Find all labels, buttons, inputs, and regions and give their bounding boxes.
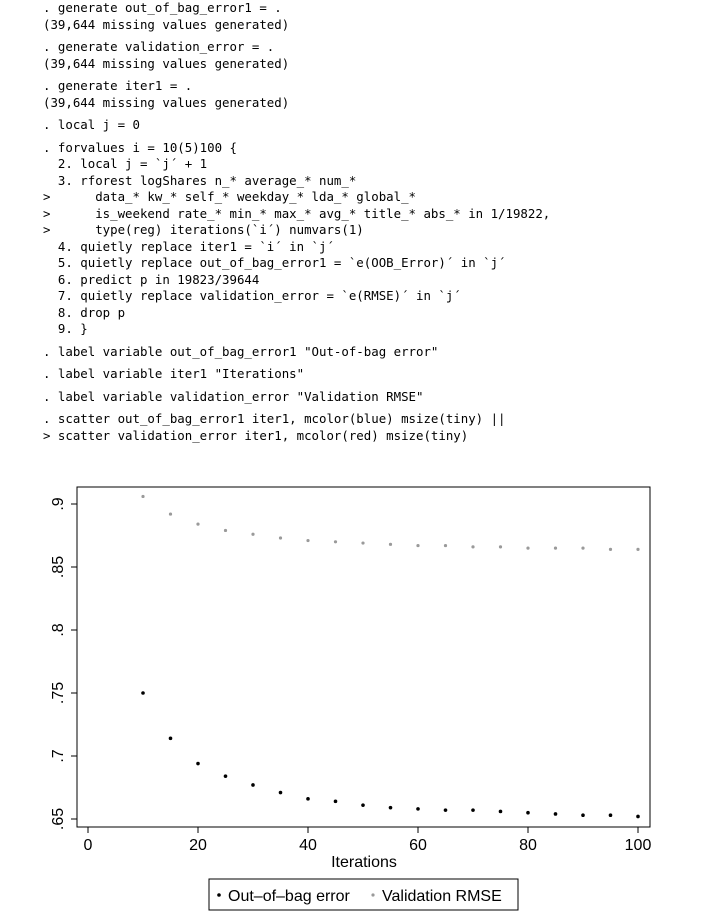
point-validation-rmse <box>141 495 144 498</box>
scatter-chart <box>0 470 716 915</box>
log-line: > scatter validation_error iter1, mcolor(red) msize(tiny) <box>43 427 469 443</box>
point-validation-rmse <box>334 540 337 543</box>
x-tick-label: 20 <box>189 837 207 854</box>
y-tick-label: .7 <box>50 749 67 763</box>
log-line: 9. } <box>43 321 88 336</box>
x-tick-label: 100 <box>624 837 652 854</box>
legend-label-out-of-bag-error: Out–of–bag error <box>228 888 350 905</box>
y-tick-label: .65 <box>50 807 67 831</box>
log-line: . forvalues i = 10(5)100 { <box>43 139 237 155</box>
point-out-of-bag-error <box>609 813 613 817</box>
point-validation-rmse <box>416 544 419 547</box>
point-validation-rmse <box>636 548 639 551</box>
point-out-of-bag-error <box>444 808 448 812</box>
point-out-of-bag-error <box>279 791 283 795</box>
point-validation-rmse <box>389 543 392 546</box>
stata-log <box>43 0 703 444</box>
point-out-of-bag-error <box>224 774 228 778</box>
y-tick-label: .85 <box>50 555 67 579</box>
log-line: > type(reg) iterations(`i´) numvars(1) <box>43 222 364 237</box>
log-line: > data_* kw_* self_* weekday_* lda_* global_* <box>43 189 416 204</box>
log-line: 7. quietly replace validation_error = `e(RMSE)´ in `j´ <box>43 288 461 303</box>
point-validation-rmse <box>471 545 474 548</box>
point-out-of-bag-error <box>526 811 530 815</box>
log-line: (39,644 missing values generated) <box>43 16 290 32</box>
point-out-of-bag-error <box>361 803 365 807</box>
log-line: > is_weekend rate_* min_* max_* avg_* title_* abs_* in 1/19822, <box>43 205 551 221</box>
point-validation-rmse <box>554 547 557 550</box>
log-line: 3. rforest logShares n_* average_* num_* <box>43 172 357 188</box>
point-out-of-bag-error <box>499 810 503 814</box>
legend-marker-out-of-bag-error <box>217 893 221 897</box>
point-out-of-bag-error <box>471 808 475 812</box>
x-tick-label: 80 <box>519 837 537 854</box>
log-line: . label variable out_of_bag_error1 "Out-of-bag error" <box>43 343 439 359</box>
legend-marker-validation-rmse <box>371 893 374 896</box>
point-validation-rmse <box>361 541 364 544</box>
log-line: (39,644 missing values generated) <box>43 94 290 110</box>
point-validation-rmse <box>306 539 309 542</box>
log-line: . scatter out_of_bag_error1 iter1, mcolor(blue) msize(tiny) || <box>43 411 506 426</box>
log-line: . generate iter1 = . <box>43 78 193 93</box>
legend <box>209 879 518 910</box>
log-line: . generate validation_error = . <box>43 39 275 54</box>
log-line: 4. quietly replace iter1 = `i´ in `j´ <box>43 238 334 254</box>
point-out-of-bag-error <box>196 762 200 766</box>
y-tick-label: .75 <box>50 681 67 705</box>
point-validation-rmse <box>169 512 172 515</box>
log-line: 2. local j = `j´ + 1 <box>43 156 208 171</box>
plot-region <box>77 487 650 827</box>
x-tick-label: 60 <box>409 837 427 854</box>
point-validation-rmse <box>251 533 254 536</box>
log-line: (39,644 missing values generated) <box>43 55 290 71</box>
point-validation-rmse <box>499 545 502 548</box>
log-line: . generate out_of_bag_error1 = . <box>43 0 282 15</box>
point-validation-rmse <box>279 536 282 539</box>
x-axis <box>84 827 652 854</box>
point-out-of-bag-error <box>306 797 310 801</box>
point-validation-rmse <box>526 547 529 550</box>
log-line: 8. drop p <box>43 304 126 320</box>
log-line: . label variable validation_error "Validation RMSE" <box>43 388 424 404</box>
point-out-of-bag-error <box>554 812 558 816</box>
x-tick-label: 0 <box>83 837 93 854</box>
point-out-of-bag-error <box>389 806 393 810</box>
y-axis <box>50 497 77 830</box>
point-validation-rmse <box>196 523 199 526</box>
point-out-of-bag-error <box>581 813 585 817</box>
x-tick-label: 40 <box>299 837 317 854</box>
log-line: . local j = 0 <box>43 117 140 132</box>
x-axis-label: Iterations <box>331 854 397 871</box>
point-out-of-bag-error <box>334 800 338 804</box>
point-validation-rmse <box>444 544 447 547</box>
point-validation-rmse <box>581 547 584 550</box>
point-out-of-bag-error <box>169 737 173 741</box>
y-tick-label: .8 <box>50 623 67 637</box>
y-tick-label: .9 <box>50 497 67 511</box>
point-validation-rmse <box>609 548 612 551</box>
point-out-of-bag-error <box>636 815 640 819</box>
point-out-of-bag-error <box>251 783 255 787</box>
point-out-of-bag-error <box>416 807 420 811</box>
log-line: 5. quietly replace out_of_bag_error1 = `e(OOB_Error)´ in `j´ <box>43 255 506 270</box>
legend-label-validation-rmse: Validation RMSE <box>382 888 502 905</box>
log-line: 6. predict p in 19823/39644 <box>43 271 260 287</box>
chart-marks <box>141 495 640 818</box>
point-validation-rmse <box>224 529 227 532</box>
point-out-of-bag-error <box>141 691 145 695</box>
log-line: . label variable iter1 "Iterations" <box>43 366 305 381</box>
